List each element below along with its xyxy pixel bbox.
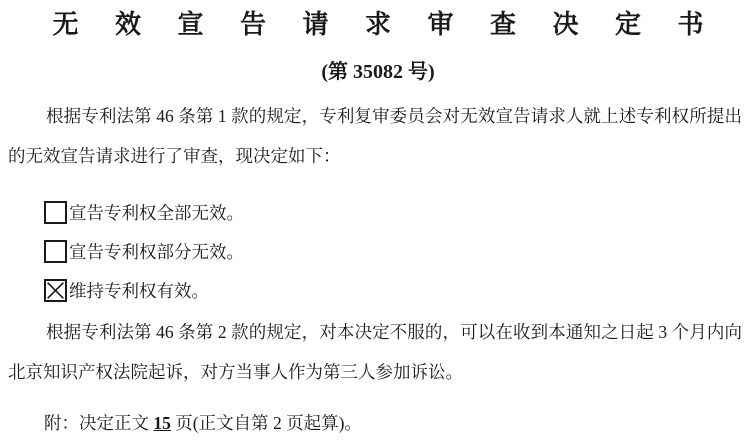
checkbox-all-invalid[interactable] bbox=[44, 201, 67, 224]
paragraph-appeal-rights: 根据专利法第 46 条第 2 款的规定，对本决定不服的，可以在收到本通知之日起 3 个月内向北京知识产权法院起诉，对方当事人作为第三人参加诉讼。 bbox=[8, 322, 742, 383]
option-label: 维持专利权有效。 bbox=[69, 281, 209, 302]
checkbox-maintain-valid[interactable] bbox=[44, 279, 67, 302]
option-maintain-valid bbox=[44, 271, 756, 310]
document-title: 无 效 宣 告 请 求 审 查 决 定 书 bbox=[52, 10, 719, 39]
option-declare-partially-invalid bbox=[44, 232, 756, 271]
checkbox-partially-invalid[interactable] bbox=[44, 240, 67, 263]
option-label: 宣告专利权全部无效。 bbox=[69, 203, 244, 224]
option-declare-all-invalid bbox=[44, 193, 756, 232]
document-number: (第 35082 号) bbox=[321, 60, 435, 83]
decision-options bbox=[44, 193, 756, 310]
attachment-note bbox=[44, 410, 756, 436]
option-label: 宣告专利权部分无效。 bbox=[69, 242, 244, 263]
paragraph-examination-basis: 根据专利法第 46 条第 1 款的规定，专利复审委员会对无效宣告请求人就上述专利权所提出的无效宣告请求进行了审查，现决定如下： bbox=[8, 105, 742, 166]
attachment-page-count: 15 bbox=[153, 412, 171, 433]
attachment-suffix: 页(正文自第 2 页起算)。 bbox=[170, 412, 362, 433]
x-mark-icon bbox=[46, 281, 65, 300]
attachment-prefix: 附：决定正文 bbox=[44, 412, 154, 433]
